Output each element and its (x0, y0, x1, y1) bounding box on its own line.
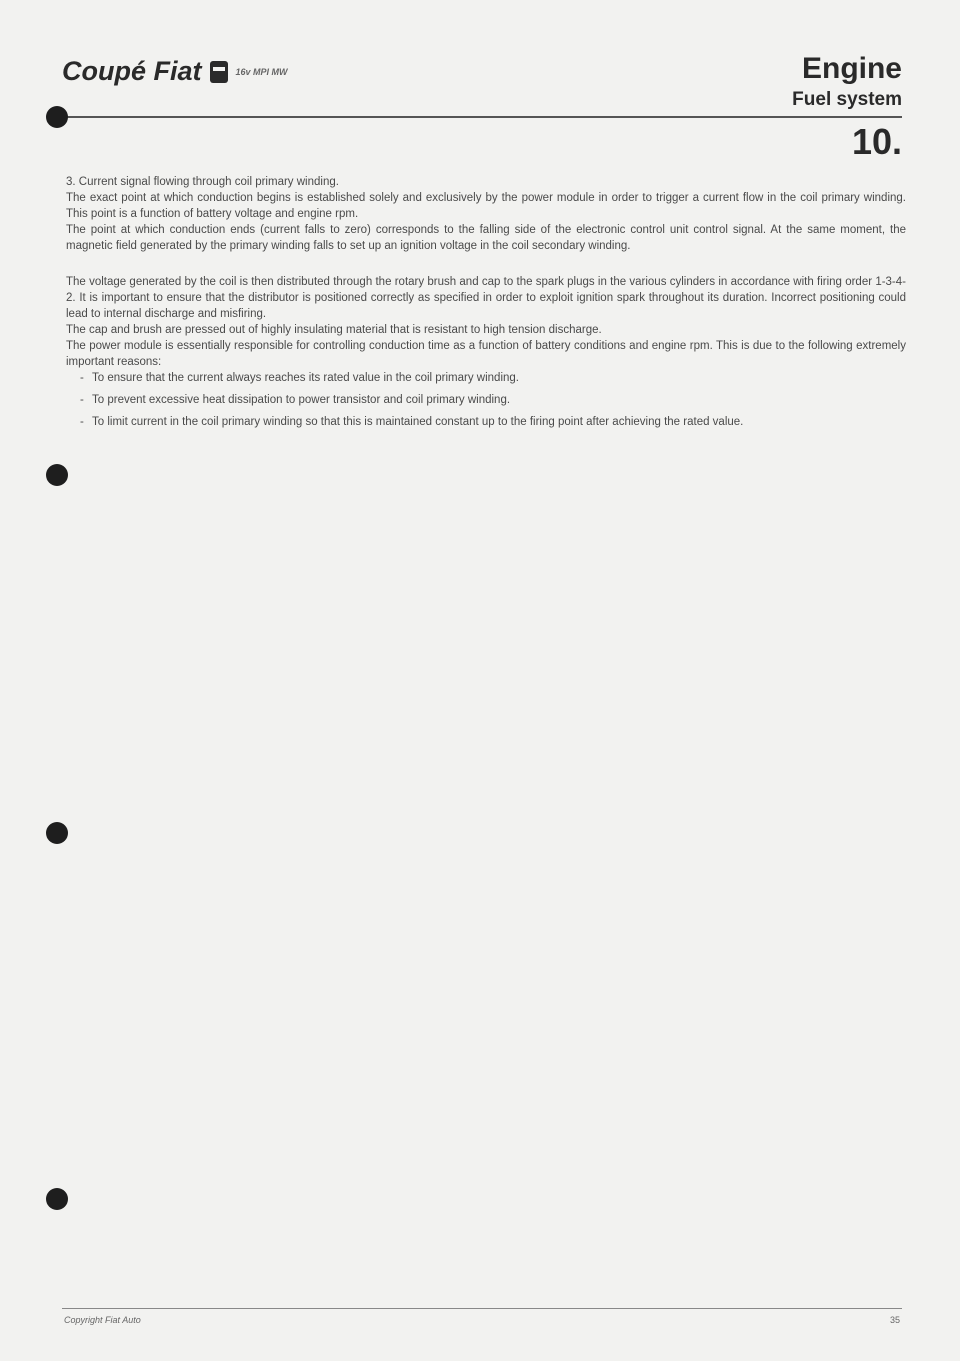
body-paragraph: The exact point at which conduction begins is established solely and exclusively by the power module in order to trigger a current flow in the coil primary winding. This point is a function of battery voltage and engine rpm. (66, 192, 906, 220)
step-heading: 3. Current signal flowing through coil primary winding. (66, 176, 339, 188)
section-heading (792, 52, 902, 112)
footer-rule (62, 1308, 902, 1309)
page-content (66, 174, 906, 436)
copyright-text: Copyright Fiat Auto (64, 1315, 141, 1325)
header-rule (62, 116, 902, 118)
binder-hole-icon (46, 464, 68, 486)
page-number: 35 (889, 1315, 900, 1325)
section-subtitle: Fuel system (792, 89, 902, 110)
body-paragraph: The point at which conduction ends (current falls to zero) corresponds to the falling side of the electronic control unit control signal. At the same moment, the magnetic field generated by the primary winding falls to set up an ignition voltage in the coil secondary winding. (66, 224, 906, 252)
binder-hole-icon (46, 106, 68, 128)
brand-name: Coupé Fiat (62, 56, 202, 86)
list-item: - To prevent excessive heat dissipation to power transistor and coil primary winding. (80, 392, 906, 408)
body-paragraph: The power module is essentially responsible for controlling conduction time as a function of battery conditions and engine rpm. This is due to the following extremely important reasons: (66, 340, 906, 368)
list-item: - To limit current in the coil primary winding so that this is maintained constant up to the firing point after achieving the rated value. (80, 414, 906, 430)
chapter-number: 10. (851, 121, 902, 162)
binder-hole-icon (46, 1188, 68, 1210)
body-paragraph: The voltage generated by the coil is then distributed through the rotary brush and cap to the spark plugs in the various cylinders in accordance with firing order 1-3-4-2. It is important to ensure that the distributor is positioned correctly as specified in order to exploit ignition spark throughout its duration. Incorrect positioning could lead to internal discharge and misfiring. (66, 276, 906, 320)
binder-hole-icon (46, 822, 68, 844)
section-title: Engine (801, 52, 902, 85)
brand-logo (62, 56, 288, 87)
reasons-list (66, 370, 906, 430)
model-variant: 16v MPI MW (235, 66, 288, 77)
body-paragraph: The cap and brush are pressed out of highly insulating material that is resistant to high tension discharge. (66, 324, 602, 336)
list-item: - To ensure that the current always reaches its rated value in the coil primary winding. (80, 370, 906, 386)
fiat-badge-icon (210, 61, 228, 83)
